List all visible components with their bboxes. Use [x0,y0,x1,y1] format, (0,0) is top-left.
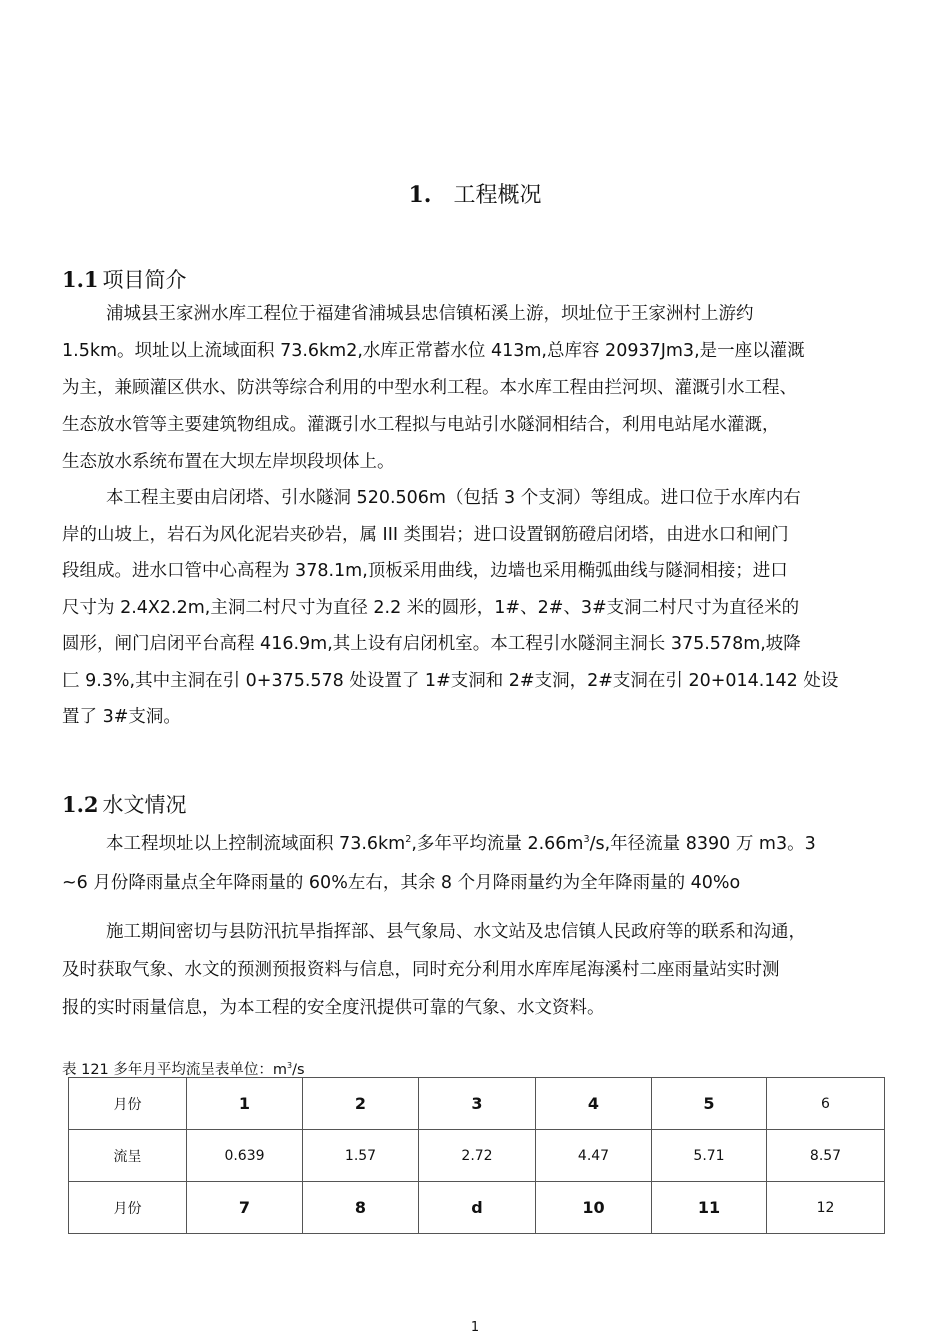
text-line: 匚 9.3%,其中主洞在引 0+375.578 处设置了 1#支洞和 2#支洞，2#支洞在引 20+014.142 处设 [62,670,839,691]
table-cell: 12 [767,1182,885,1234]
text-line: 圆形，闸门启闭平台高程 416.9m,其上设有启闭机室。本工程引水隧洞主洞长 375.578m,坡降 [62,634,801,654]
table-cell: 3 [419,1078,536,1130]
chapter-title: 工程概况 [453,183,542,208]
table-cell: 8 [303,1182,419,1234]
table-row [69,1182,885,1234]
section-title: 水文情况 [102,793,187,817]
table-cell: 6 [767,1078,885,1130]
section-1-2-paragraph-2 [62,913,902,1027]
caption-text: 表 121 多年月平均流呈表单位：m [62,1062,288,1078]
text-line: 置了 3#支洞。 [62,707,181,727]
table-cell: 1.57 [303,1130,419,1182]
text-run: ,多年平均流量 2.66m [411,834,584,854]
text-line: 报的实时雨量信息，为本工程的安全度汛提供可靠的气象、水文资料。 [62,998,605,1018]
section-1-2-paragraph-1 [62,825,902,903]
superscript: 2 [405,834,412,846]
table-cell: 8.57 [767,1130,885,1182]
section-number: 1.2 [62,792,99,817]
section-number: 1.1 [62,267,99,292]
table-caption [62,1058,305,1079]
chapter-number: 1. [408,182,432,208]
table-cell: 7 [187,1182,303,1234]
text-line: 尺寸为 2.4X2.2m,主洞二村尺寸为直径 2.2 米的圆形，1#、2#、3#支洞二村尺寸为直径米的 [62,597,800,618]
table-cell: 4.47 [536,1130,652,1182]
text-line: 浦城县王家洲水库工程位于福建省浦城县忠信镇柘溪上游，坝址位于王家洲村上游约 [106,304,754,324]
chapter-heading [0,178,950,209]
text-run: /s,年径流量 8390 万 m3。3 [589,834,816,854]
section-title: 项目简介 [102,268,187,292]
text-line: 岸的山坡上，岩石为风化泥岩夹砂岩，属 III 类围岩；进口设置钢筋磴启闭塔，由进水口和闸门 [62,524,789,545]
table-cell: 流呈 [69,1130,187,1182]
superscript: 3 [287,1061,293,1071]
table-cell: 4 [536,1078,652,1130]
table-cell: 5.71 [652,1130,767,1182]
text-line: 为主，兼顾灌区供水、防洪等综合利用的中型水利工程。本水库工程由拦河坝、灌溉引水工程、 [62,378,797,398]
table-cell: 月份 [69,1078,187,1130]
table-cell: 11 [652,1182,767,1234]
text-line: 施工期间密切与县防汛抗旱指挥部、县气象局、水文站及忠信镇人民政府等的联系和沟通， [106,922,806,942]
text-line: 本工程主要由启闭塔、引水隧洞 520.506m（包括 3 个支洞）等组成。进口位于水库内右 [106,488,801,508]
table-cell: 1 [187,1078,303,1130]
monthly-flow-table [68,1077,885,1234]
text-line [62,825,902,864]
text-line: 生态放水系统布置在大坝左岸坝段坝体上。 [62,452,395,472]
table-cell: 0.639 [187,1130,303,1182]
text-line: ~6 月份降雨量点全年降雨量的 60%左右，其余 8 个月降雨量约为全年降雨量的 40%o [62,873,741,893]
table-cell: 5 [652,1078,767,1130]
text-line: 1.5km。坝址以上流域面积 73.6km2,水库正常蓄水位 413m,总库容 20937Jm3,是一座以灌溉 [62,341,805,361]
section-1-1-paragraph-2 [62,480,902,736]
table-row [69,1130,885,1182]
text-line: 及时获取气象、水文的预测预报资料与信息，同时充分利用水库库尾海溪村二座雨量站实时测 [62,960,780,980]
text-line: 段组成。进水口管中心高程为 378.1m,顶板采用曲线，边墙也采用椭弧曲线与隧洞相接；进口 [62,561,788,581]
table-cell: 10 [536,1182,652,1234]
table-cell: 2.72 [419,1130,536,1182]
section-1-1-paragraph-1 [62,296,902,481]
table-cell: 2 [303,1078,419,1130]
page-number: 1 [470,1320,480,1335]
section-heading-1-1 [62,264,187,294]
table-cell: d [419,1182,536,1234]
text-run: 本工程坝址以上控制流域面积 73.6km [106,834,406,854]
section-heading-1-2 [62,789,187,819]
superscript: 3 [583,834,590,846]
table-cell: 月份 [69,1182,187,1234]
table-row [69,1078,885,1130]
text-line: 生态放水管等主要建筑物组成。灌溉引水工程拟与电站引水隧洞相结合，利用电站尾水灌溉， [62,415,780,435]
caption-text: /s [292,1062,305,1078]
